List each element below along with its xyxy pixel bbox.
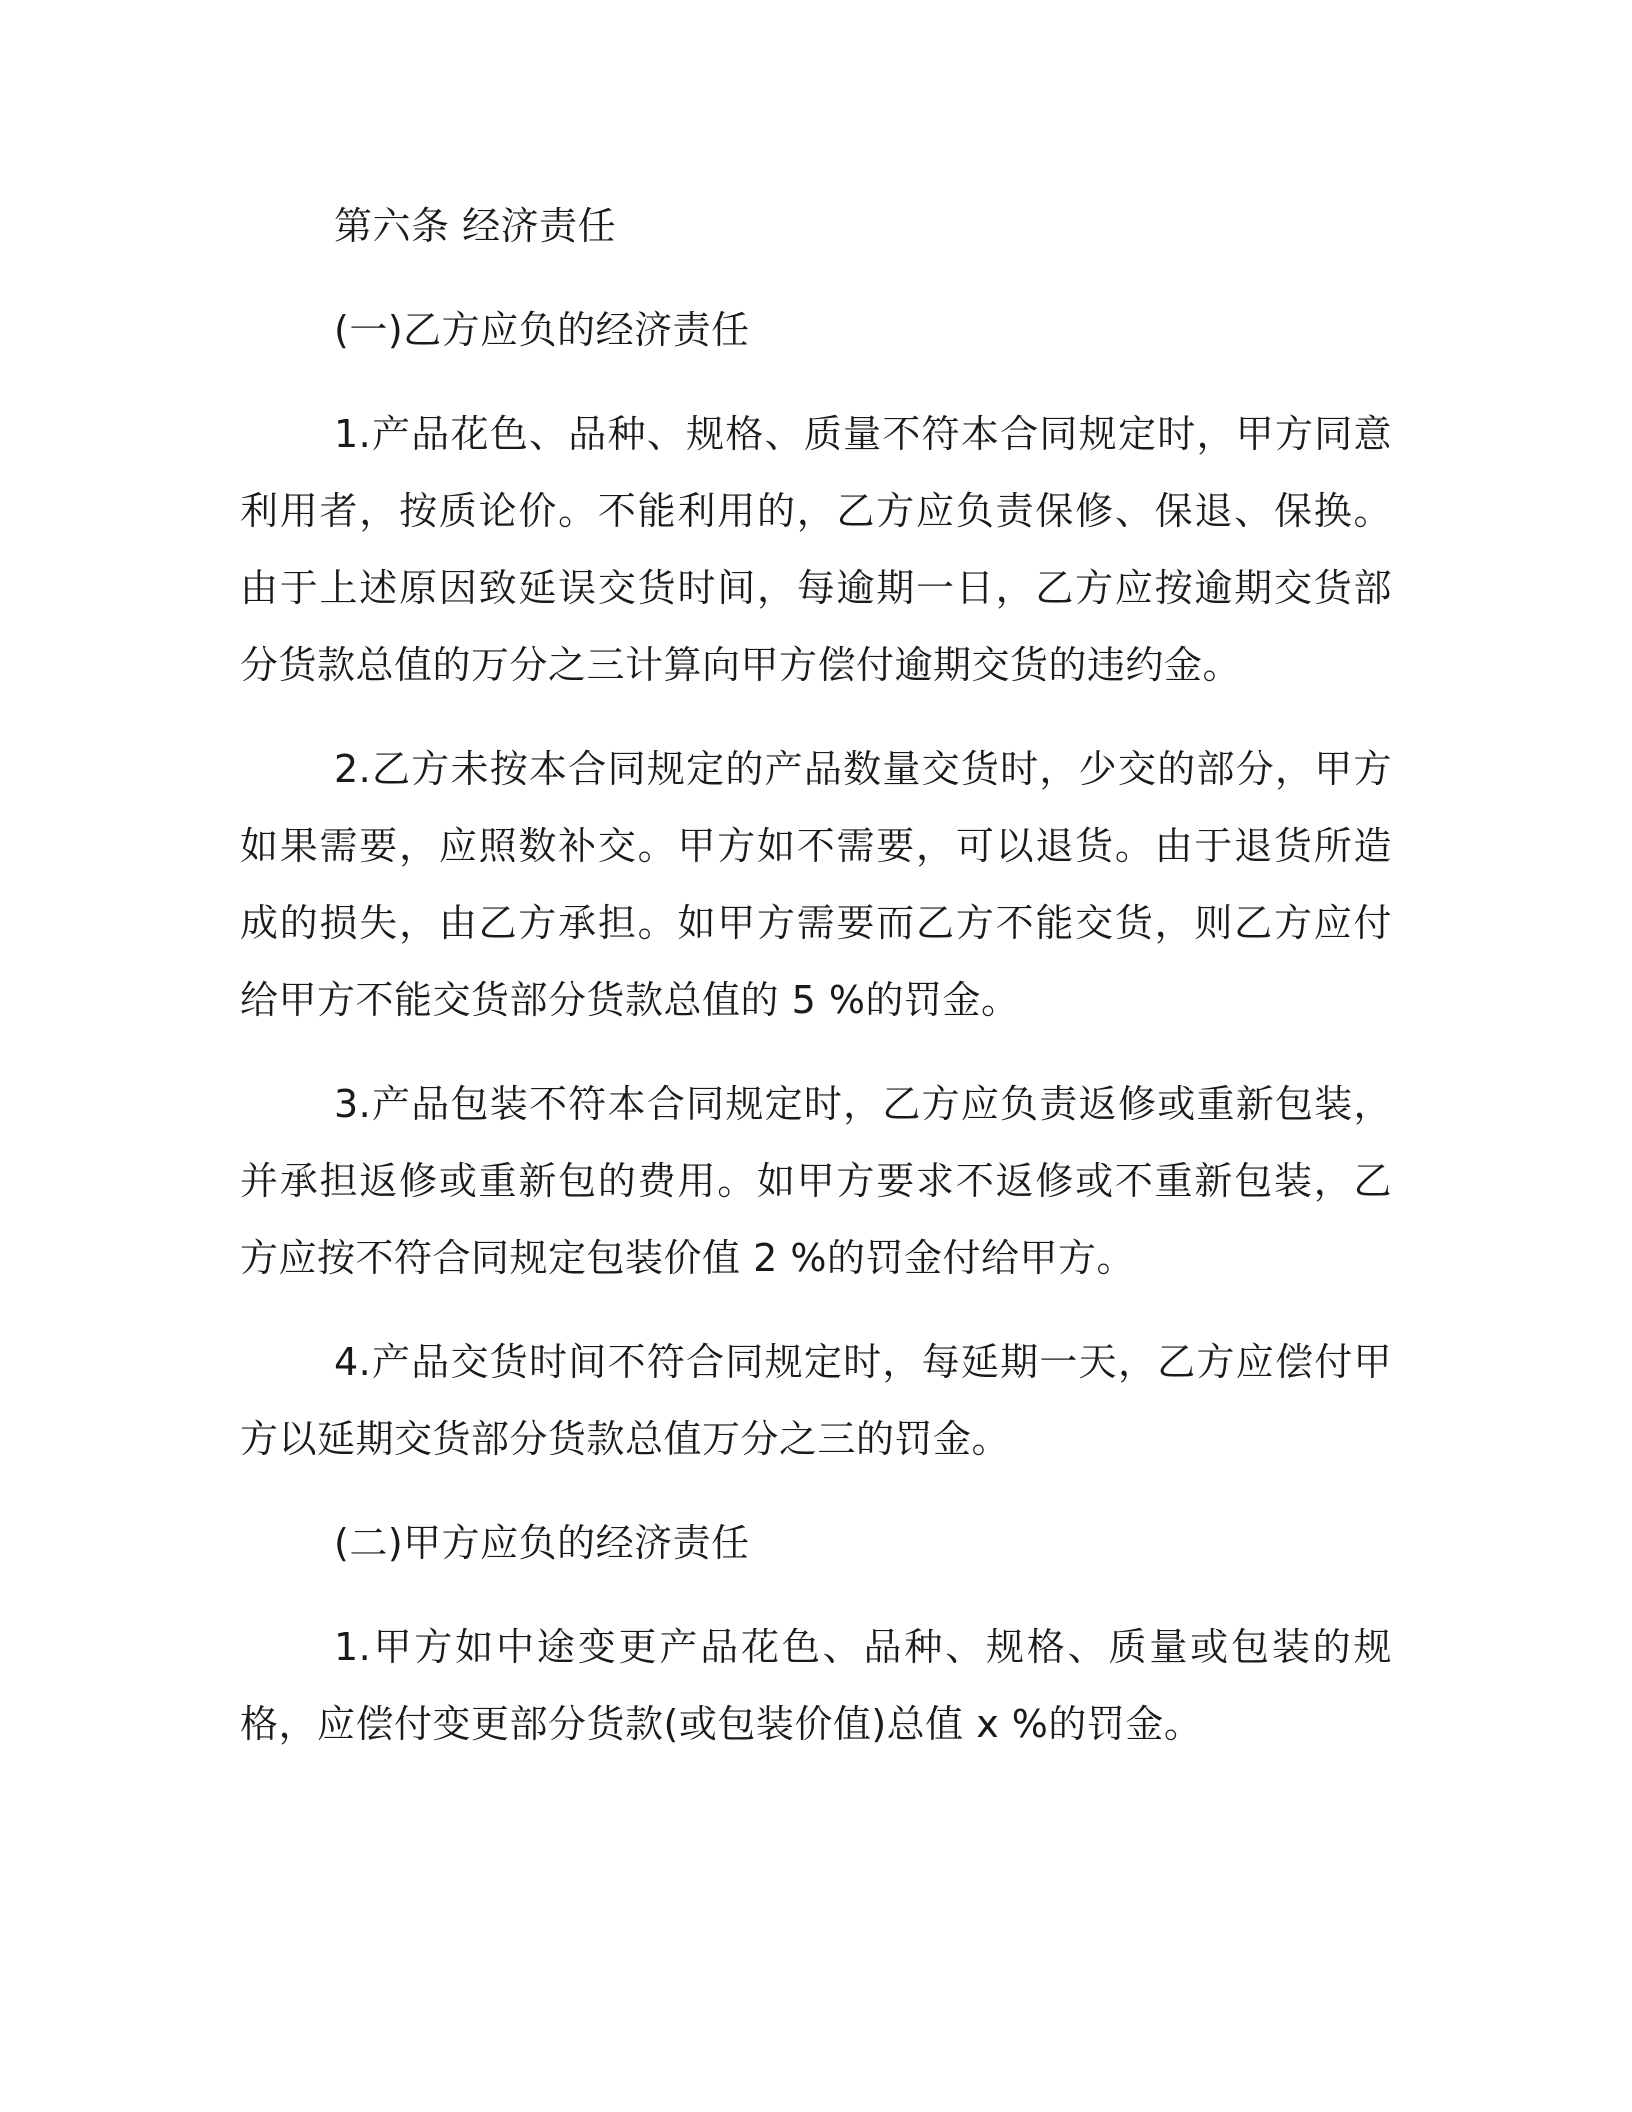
section-one-item-1: 1.产品花色、品种、规格、质量不符本合同规定时，甲方同意利用者，按质论价。不能利用的，乙方应负责保修、保退、保换。由于上述原因致延误交货时间，每逾期一日，乙方应按逾期交货部分货款总值的万分之三计算向甲方偿付逾期交货的违约金。 (240, 412, 1392, 687)
section-two-item-1: 1.甲方如中途变更产品花色、品种、规格、质量或包装的规格，应偿付变更部分货款(或包装价值)总值 x %的罚金。 (240, 1625, 1392, 1746)
section-one-title: (一)乙方应负的经济责任 (334, 308, 750, 352)
document-body (240, 188, 1392, 1790)
section-two-title: (二)甲方应负的经济责任 (334, 1521, 750, 1565)
section-one-item-4: 4.产品交货时间不符合同规定时，每延期一天，乙方应偿付甲方以延期交货部分货款总值万分之三的罚金。 (240, 1340, 1392, 1461)
section-one-item-2: 2.乙方未按本合同规定的产品数量交货时，少交的部分，甲方如果需要，应照数补交。甲方如不需要，可以退货。由于退货所造成的损失，由乙方承担。如甲方需要而乙方不能交货，则乙方应付给甲方不能交货部分货款总值的 5 %的罚金。 (240, 747, 1392, 1022)
section-one-item-3: 3.产品包装不符本合同规定时，乙方应负责返修或重新包装，并承担返修或重新包的费用。如甲方要求不返修或不重新包装，乙方应按不符合同规定包装价值 2 %的罚金付给甲方。 (240, 1082, 1392, 1280)
article-title: 第六条 经济责任 (334, 204, 617, 248)
